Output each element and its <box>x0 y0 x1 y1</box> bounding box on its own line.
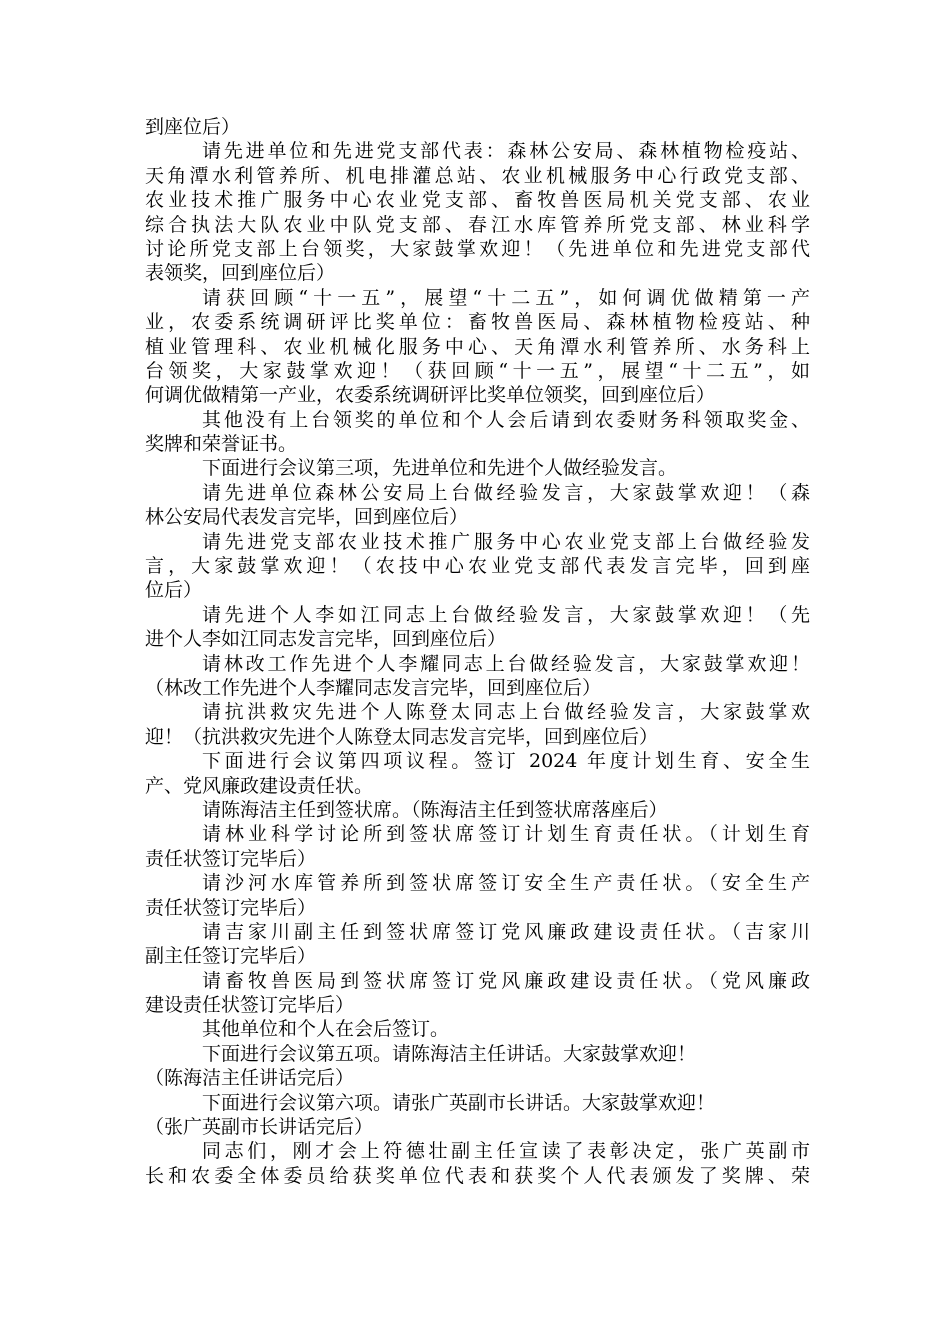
text-line: 言，大家鼓掌欢迎！（农技中心农业党支部代表发言完毕，回到座 <box>145 555 810 578</box>
text-line: 何调优做精第一产业，农委系统调研评比奖单位领奖，回到座位后） <box>145 384 716 407</box>
text-line: 下面进行会议第五项。请陈海洁主任讲话。大家鼓掌欢迎！ <box>202 1042 697 1065</box>
text-line: 讨论所党支部上台领奖，大家鼓掌欢迎！（先进单位和先进党支部代 <box>145 237 810 260</box>
text-line: 请先进单位森林公安局上台做经验发言，大家鼓掌欢迎！（森 <box>202 481 810 504</box>
text-line: 长和农委全体委员给获奖单位代表和获奖个人代表颁发了奖牌、荣 <box>145 1164 810 1187</box>
text-line: 植业管理科、农业机械化服务中心、天角潭水利管养所、水务科上 <box>145 335 810 358</box>
text-line: 请吉家川副主任到签状席签订党风廉政建设责任状。（吉家川 <box>202 920 810 943</box>
text-line: 请陈海洁主任到签状席。（陈海洁主任到签状席落座后） <box>202 798 668 821</box>
text-line: 其他没有上台领奖的单位和个人会后请到农委财务科领取奖金、 <box>202 408 810 431</box>
text-line: 业，农委系统调研评比奖单位：畜牧兽医局、森林植物检疫站、种 <box>145 311 810 334</box>
text-line: 下面进行会议第三项，先进单位和先进个人做经验发言。 <box>202 457 678 480</box>
text-line: 建设责任状签订完毕后） <box>145 994 355 1017</box>
text-line: 下面进行会议第四项议程。签订 2024 年度计划生育、安全生 <box>202 750 810 773</box>
text-line: 农业技术推广服务中心农业党支部、畜牧兽医局机关党支部、农业 <box>145 189 810 212</box>
text-line: 副主任签订完毕后） <box>145 945 317 968</box>
text-line: 请林改工作先进个人李耀同志上台做经验发言，大家鼓掌欢迎！ <box>202 652 810 675</box>
text-line: 台领奖，大家鼓掌欢迎！（获回顾“十一五”，展望“十二五”，如 <box>145 359 810 382</box>
text-line: 请先进个人李如江同志上台做经验发言，大家鼓掌欢迎！（先 <box>202 603 810 626</box>
text-line: 进个人李如江同志发言完毕，回到座位后） <box>145 628 507 651</box>
text-line: （陈海洁主任讲话完后） <box>145 1067 355 1090</box>
text-line: 请畜牧兽医局到签状席签订党风廉政建设责任状。（党风廉政 <box>202 969 810 992</box>
text-line: （林改工作先进个人李耀同志发言完毕，回到座位后） <box>145 676 602 699</box>
text-line: 产、党风廉政建设责任状。 <box>145 774 374 797</box>
text-line: 奖牌和荣誉证书。 <box>145 433 298 456</box>
text-line: 表领奖，回到座位后） <box>145 262 336 285</box>
text-line: 责任状签订完毕后） <box>145 847 317 870</box>
text-line: 请抗洪救灾先进个人陈登太同志上台做经验发言，大家鼓掌欢 <box>202 701 810 724</box>
text-line: 天角潭水利管养所、机电排灌总站、农业机械服务中心行政党支部、 <box>145 164 810 187</box>
text-line: 到座位后） <box>145 116 241 138</box>
document-page <box>145 115 810 1188</box>
text-line: 其他单位和个人在会后签订。 <box>202 1018 450 1041</box>
text-line: 林公安局代表发言完毕，回到座位后） <box>145 506 469 529</box>
text-line: 下面进行会议第六项。请张广英副市长讲话。大家鼓掌欢迎！ <box>202 1091 716 1114</box>
text-line: 责任状签订完毕后） <box>145 896 317 919</box>
text-line: 请先进单位和先进党支部代表：森林公安局、森林植物检疫站、 <box>202 140 810 163</box>
text-line: 位后） <box>145 579 203 602</box>
text-line: 请沙河水库管养所到签状席签订安全生产责任状。（安全生产 <box>202 872 810 895</box>
text-line: 请林业科学讨论所到签状席签订计划生育责任状。（计划生育 <box>202 823 810 846</box>
text-line: 同志们，刚才会上符德壮副主任宣读了表彰决定，张广英副市 <box>202 1140 810 1163</box>
text-line: （张广英副市长讲话完后） <box>145 1116 374 1139</box>
text-line: 请先进党支部农业技术推广服务中心农业党支部上台做经验发 <box>202 530 810 553</box>
text-line: 迎！（抗洪救灾先进个人陈登太同志发言完毕，回到座位后） <box>145 725 659 748</box>
text-line: 综合执法大队农业中队党支部、春江水库管养所党支部、林业科学 <box>145 213 810 236</box>
text-line: 请获回顾“十一五”，展望“十二五”，如何调优做精第一产 <box>202 286 810 309</box>
